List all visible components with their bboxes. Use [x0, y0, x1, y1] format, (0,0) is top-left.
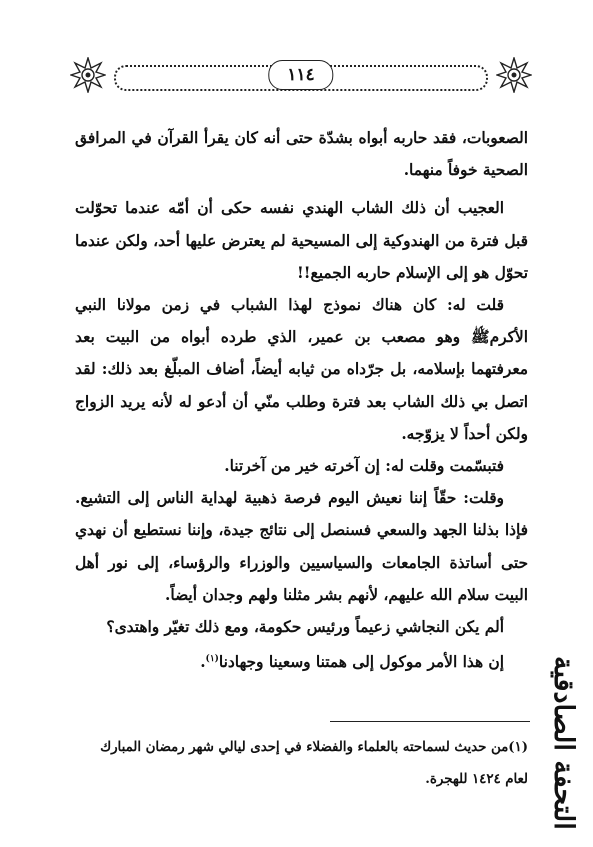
side-title: التحفة الصادقية [548, 656, 579, 830]
paragraph: فتبسّمت وقلت له: إن آخرته خير من آخرتنا. [224, 457, 504, 476]
footnote-reference: (١) [205, 654, 219, 665]
body-text [75, 122, 528, 679]
paragraph: الصعوبات، فقد حاربه أبواه بشدّة حتى أنه كان يقرأ القرآن في المرافق الصحية خوفاً منهما. [75, 129, 528, 180]
paragraph: العجيب أن ذلك الشاب الهندي نفسه حكى أن أمّه عندما تحوّلت قبل فترة من الهندوكية إلى المسيحية لم يعترض عليها أحد، ولكن عندما تحوّل هو إلى الإسلام حاربه الجميع!! [75, 199, 528, 282]
paragraph: قلت له: كان هناك نموذج لهذا الشباب في زمن مولانا النبي الأكرمﷺ وهو مصعب بن عمير، الذي طرده أبواه من البيت بعد معرفتهما بإسلامه، بل جرّداه من ثيابه أيضاً، أضاف المبلّغ بعد ذلك: لقد اتصل بي ذلك الشاب بعد فترة وطلب منّي أن أدعو له لأنه يريد الزواج ولكن أحداً لا يزوّجه. [75, 296, 528, 443]
sun-ornament-icon [70, 57, 106, 93]
sun-ornament-icon [496, 57, 532, 93]
page-number: ١١٤ [268, 60, 333, 90]
footnote: (١)من حديث لسماحته بالعلماء والفضلاء في إحدى ليالي شهر رمضان المبارك لعام ١٤٢٤ للهجرة. [100, 740, 528, 787]
paragraph [75, 643, 528, 678]
paragraph-text: إن هذا الأمر موكول إلى همتنا وسعينا وجهادنا [218, 653, 504, 672]
page-header [70, 57, 532, 93]
footnote-divider [330, 721, 530, 722]
paragraph: وقلت: حقّاً إننا نعيش اليوم فرصة ذهبية لهداية الناس إلى التشيع. فإذا بذلنا الجهد والسعي فسنصل إلى نتائج جيدة، وإننا نستطيع أن نهدي حتى أساتذة الجامعات والسياسيين والوزراء والرؤساء، إلى نور أهل البيت سلام الله عليهم، لأنهم بشر مثلنا ولهم وجدان أيضاً. [75, 489, 528, 604]
paragraph-tail: . [200, 653, 206, 672]
paragraph: ألم يكن النجاشي زعيماً ورئيس حكومة، ومع ذلك تغيّر واهتدى؟ [106, 618, 504, 637]
